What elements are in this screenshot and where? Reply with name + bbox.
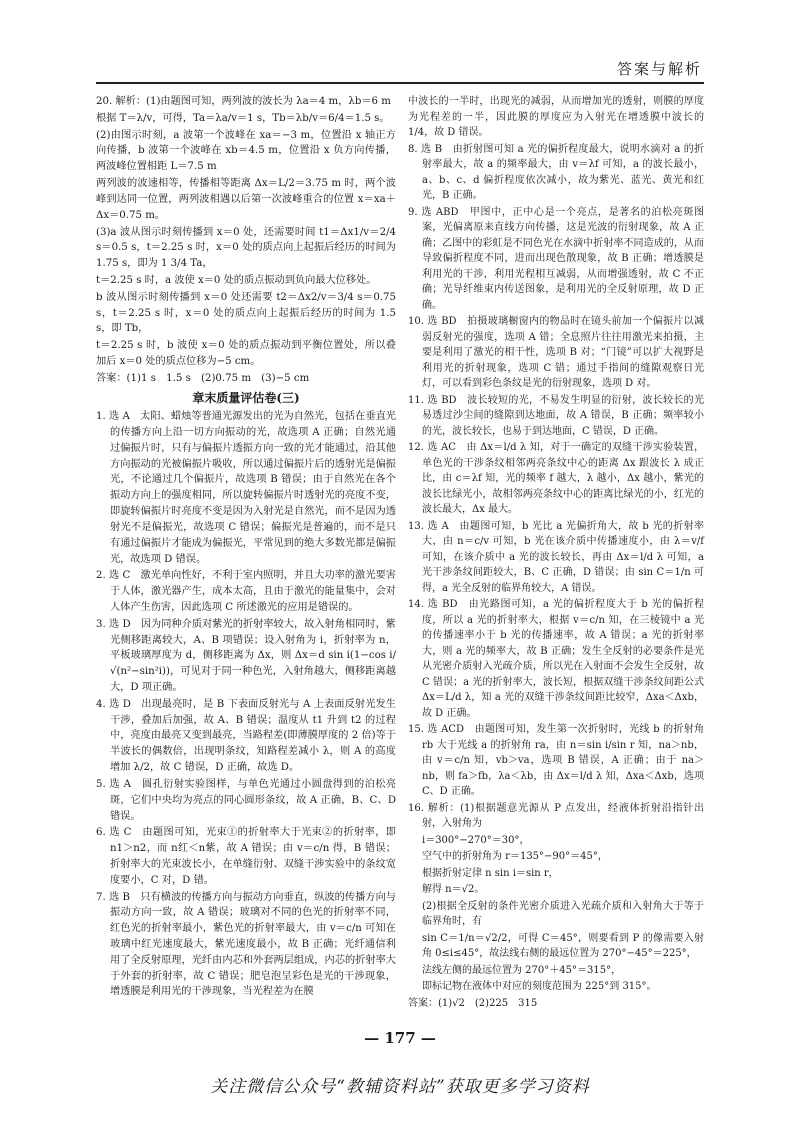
section-title-text: 章末质量评估卷(三) <box>192 390 300 405</box>
header-rule <box>96 82 704 84</box>
left-column <box>96 94 396 1001</box>
item-1: 1. 选 A 太阳、蜡烛等普通光源发出的光为自然光，包括在垂直光的传播方向上沿一切方向振动的光，故选项 A 正确；自然光通过偏振片时，只有与偏振片透振方向一致的光才能通过，沿其他方向振动的光被偏振片吸收，所以通过偏振片后的透射光是偏振光，不论通过几个偏振片，故选项 B 错误；由于自然光在各个振动方向上的强度相同，所以旋转偏振片时透射光的亮度不变，即旋转偏振片时亮度不变是因为入射光是自然光，而不是因为透射光不是偏振光，故选项 C 错误；偏振光是普遍的，而不是只有通过偏振片才能成为偏振光，平常见到的绝大多数光都是偏振光，故选项 D 错误。 <box>96 411 396 565</box>
item-16-line-9: 即标记物在液体中对应的刻度范围为 225°到 315°。 <box>422 981 657 992</box>
item-16-line-3: 空气中的折射角为 r＝135°−90°＝45°， <box>422 851 608 862</box>
item-16-answer: 答案：(1)√2 (2)225 315 <box>408 997 538 1009</box>
item-2: 2. 选 C 激光单向性好，不利于室内照明，并且大功率的激光要害于人体，激光器产生，成本太高，且由于激光的能量集中，会对人体产生伤害，因此选项 C 所述激光的应用是错误的。 <box>96 570 396 613</box>
item-16-line-5: 解得 n＝√2。 <box>422 884 485 895</box>
item-5: 5. 选 A 圆孔衍射实验图样，与单色光通过小圆盘得到的泊松亮斑，它们中央均为亮点的同心圆形条纹，故 A 正确，B、C、D 错误。 <box>96 778 396 822</box>
item-8: 8. 选 B 由折射图可知 a 光的偏折程度最大，说明水滴对 a 的折射率最大，故 a 的频率最大，由 v＝λf 可知，a 的波长最小，a、b、c、d 偏折程度依次减小，故为紫光、蓝光、黄光和红光，B 正确。 <box>408 143 704 201</box>
header-title: 答案与解析 <box>616 60 702 78</box>
item-9: 9. 选 ABD 甲图中，正中心是一个亮点，是著名的泊松亮斑图案，光偏离原来直线方向传播，这是光波的衍射现象，故 A 正确；乙图中的彩虹是不同色光在水滴中折射率不同造成的，从而导致偏折程度不同，进而出现色散现象，故 B 正确；增透膜是利用光的干涉，利用光程相互减弱，从而增强透射，故 C 不正确；光导纤维束内传送图象，是利用光的全反射原理，故 D 正确。 <box>408 206 704 311</box>
q20-answer: 答案：(1)1 s 1.5 s (2)0.75 m (3)−5 cm <box>96 372 310 384</box>
page-number: — 177 — <box>364 1029 436 1047</box>
q20-line-1: 20. 解析：(1)由题图可知，两列波的波长为 λa＝4 m，λb＝6 m <box>96 96 391 107</box>
item-7-cont: 中波长的一半时，出现光的减弱，从而增加光的透射，则膜的厚度为光程差的一半，因此膜的厚度应为入射光在增透膜中波长的 1/4，故 D 错误。 <box>408 96 704 138</box>
item-12: 12. 选 AC 由 Δx＝l/d λ 知，对于一确定的双缝干涉实验装置，单色光的干涉条纹相邻两亮条纹中心的距离 Δx 跟波长 λ 成正比，由 c＝λf 知，光的频率 f 越大，λ 越小，Δx 越小，紫光的波长比绿光小，故相邻两亮条纹中心的距离比绿光的小，红光的波长最大，Δx 最大。 <box>408 442 704 515</box>
item-16-line-2: i＝300°−270°＝30°， <box>422 834 530 846</box>
item-13: 13. 选 A 由题图可知，b 光比 a 光偏折角大，故 b 光的折射率大，由 n＝c/v 可知，b 光在该介质中传播速度小，由 λ＝v/f 可知，在该介质中 a 光的波长较长，再由 Δx＝l/d λ 可知，a 光干涉条纹间距较大，B、C 正确，D 错误；由 sin C＝1/n 可得，a 光全反射的临界角较大，A 错误。 <box>408 520 704 594</box>
item-4: 4. 选 D 出现最亮时，是 B 下表面反射光与 A 上表面反射光发生干涉，叠加后加强，故 A、B 错误；温度从 t1 升到 t2 的过程中，亮度由最亮又变到最亮，当路程差(即薄膜厚度的 2 倍)等于半波长的偶数倍，出现明条纹，知路程差减小 λ，则 A 的高度增加 λ/2，故 C 错误，D 正确，故选 D。 <box>96 698 396 774</box>
item-10: 10. 选 BD 拍摄玻璃橱窗内的物品时在镜头前加一个偏振片以减弱反射光的强度，选项 A 错；全息照片往往用激光来拍摄，主要是利用了激光的相干性，选项 B 对；“门镜”可以扩大视野是利用光的折射现象，选项 C 错；通过手指间的缝隙观察日光灯，可以看到彩色条纹是光的衍射现象，选项 D 对。 <box>408 316 704 389</box>
item-16-line-8: 法线左侧的最远位置为 270°＋45°＝315°， <box>422 964 622 976</box>
item-7: 7. 选 B 只有横波的传播方向与振动方向垂直，纵波的传播方向与振动方向一致，故 A 错误；玻璃对不同的色光的折射率不同，红色光的折射率最小，紫色光的折射率最大，由 v＝c/n 可知在玻璃中红光速度最大，紫光速度最小，故 B 正确；光纤通信利用了全反射原理，光纤由内芯和外套两层组成，内芯的折射率大于外套的折射率，故 C 错误；肥皂泡呈彩色是光的干涉现象，增透膜是利用光的干涉现象，当光程差为在膜 <box>96 891 396 998</box>
section-title <box>96 389 396 408</box>
item-11: 11. 选 BD 波长较短的光，不易发生明显的衍射，波长较长的光易透过沙尘间的缝隙到达地面，故 A 错误，B 正确；频率较小的光，波长较长，也易于到达地面，C 错误，D 正确。 <box>408 394 704 437</box>
item-6: 6. 选 C 由题图可知，光束①的折射率大于光束②的折射率，即 n1＞n2，而 n红＜n紫，故 A 错误；由 v＝c/n 得，B 错误；折射率大的光束波长小，在单缝衍射、双缝干涉实验中的条纹宽度要小，C 对，D 错。 <box>96 827 396 886</box>
item-14: 14. 选 BD 由光路图可知，a 光的偏折程度大于 b 光的偏折程度，所以 a 光的折射率大，根据 v＝c/n 知，在三棱镜中 a 光的传播速率小于 b 光的传播速率，故 A 错误；a 光的折射率大，则 a 光的频率大，故 B 正确；发生全反射的必要条件是光从光密介质射入光疏介质，所以光在入射面不会发生全反射，故 C 错误；a 光的折射率大，波长短，根据双缝干涉条纹间距公式 Δx＝L/d λ，知 a 光的双缝干涉条纹间距比较窄，Δxa＜Δxb，故 D 正确。 <box>408 599 704 719</box>
q20-line-7: b 波从图示时刻传播到 x＝0 处还需要 t2＝Δx2/v＝3/4 s＝0.75 s，t＝2.25 s 时，x＝0 处的质点向上起振后经历的时间为 1.5 s，即 Tb， <box>96 291 396 335</box>
q20-line-5: (3)a 波从图示时刻传播到 x＝0 处，还需要时间 t1＝Δx1/v＝2/4 s＝0.5 s，t＝2.25 s 时，x＝0 处的质点向上起振后经历的时间为 1.75 s，即为 1 3/4 Ta， <box>96 226 396 270</box>
q20-line-2: 根据 T＝λ/v，可得，Ta＝λa/v＝1 s，Tb＝λb/v＝6/4＝1.5 s。 <box>96 112 390 124</box>
q20-line-4: 两列波的波速相等，传播相等距离 Δx＝L/2＝3.75 m 时，两个波峰到达同一位置，两列波相遇以后第一次波峰重合的位置 x＝xa＋Δx＝0.75 m。 <box>96 178 396 221</box>
q20-line-8: t＝2.25 s 时，b 波使 x＝0 处的质点振动到平衡位置处，所以叠加后 x＝0 处的质点位移为−5 cm。 <box>96 340 396 367</box>
item-16-line-7: sin C＝1/n＝√2/2，可得 C＝45°，则要看到 P 的像需要入射角 0≤i≤45°，故法线右侧的最远位置为 270°−45°＝225°， <box>422 932 704 959</box>
q20-line-6: t＝2.25 s 时，a 波使 x＝0 处的质点振动到负向最大位移处。 <box>96 274 377 286</box>
right-column <box>408 94 704 1012</box>
item-3: 3. 选 D 因为同种介质对紫光的折射率较大，故入射角相同时，紫光侧移距离较大，A、B 项错误；设入射角为 i，折射率为 n，平板玻璃厚度为 d，侧移距离为 Δx，则 Δx＝d sin i(1−cos i/√(n²−sin²i))，可见对于同一种色光，入射角越大，侧移距离越大，D 项正确。 <box>96 618 396 694</box>
q20-line-3: (2)由图示时刻，a 波第一个波峰在 xa＝−3 m，位置沿 x 轴正方向传播，b 波第一个波峰在 xb＝4.5 m，位置沿 x 负方向传播，两波峰位置相距 L＝7.5 m <box>96 129 396 173</box>
footer-note: 关注微信公众号“教辅资料站”获取更多学习资料 <box>210 1077 590 1097</box>
item-16-intro: 16. 解析：(1)根据题意光源从 P 点发出，经液体折射沿指针出射，入射角为 <box>408 802 704 829</box>
item-15: 15. 选 ACD 由题图可知，发生第一次折射时，光线 b 的折射角 rb 大于光线 a 的折射角 ra，由 n＝sin i/sin r 知，na＞nb，由 v＝c/n 知，vb＞va，选项 B 错误，A 正确；由于 na＞nb，则 fa＞fb，λa＜λb，由 Δx＝l/d λ 知，Δxa＜Δxb，选项 C、D 正确。 <box>408 724 704 797</box>
item-16-line-6: (2)根据全反射的条件光密介质进入光疏介质和入射角大于等于临界角时，有 <box>422 900 704 927</box>
item-16-line-4: 根据折射定律 n sin i＝sin r， <box>422 867 559 879</box>
